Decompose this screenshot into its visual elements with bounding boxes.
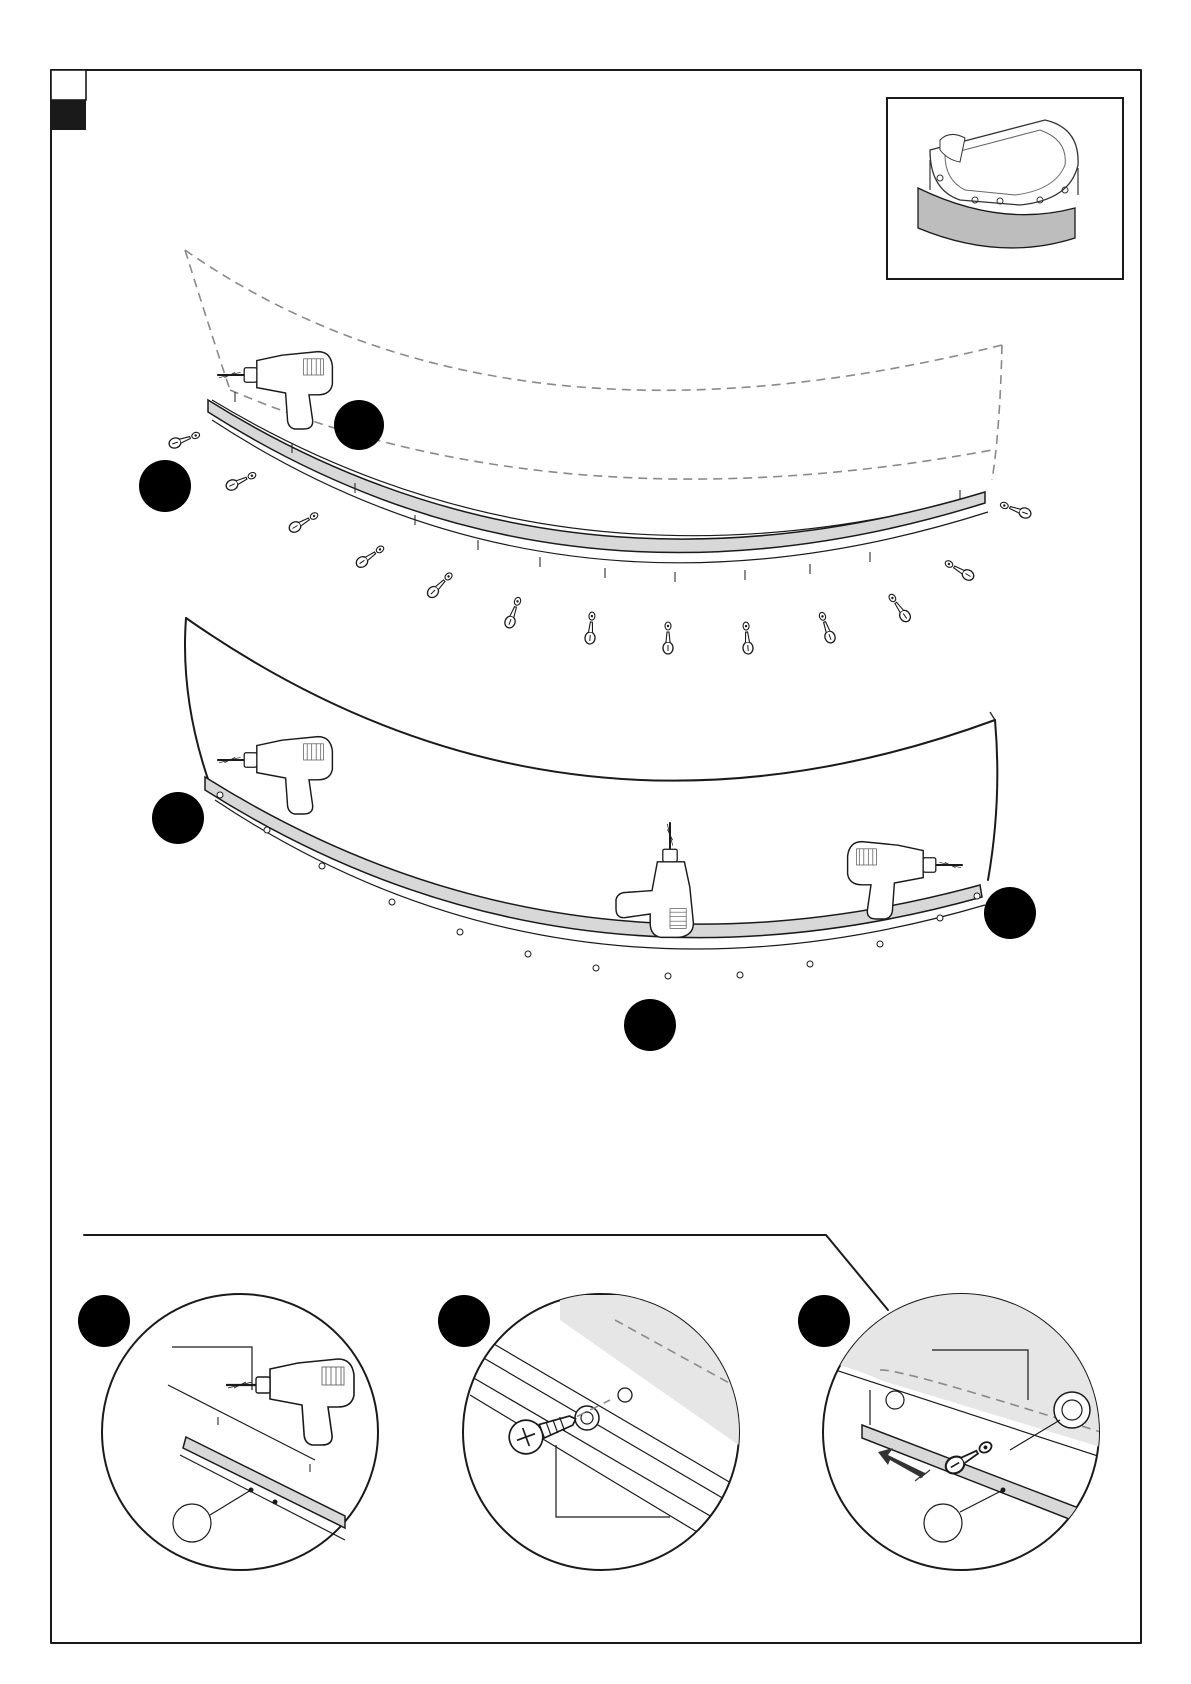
drill-icon bbox=[616, 822, 693, 937]
callout-badge bbox=[624, 999, 676, 1051]
detail-panel-1 bbox=[78, 1294, 378, 1570]
step-box-dark bbox=[51, 100, 86, 130]
assembled-view bbox=[185, 618, 997, 979]
callout-badge bbox=[152, 792, 204, 844]
callout-badge bbox=[139, 460, 191, 512]
detail-badge-3 bbox=[798, 1295, 850, 1347]
thumbnail-bathtub bbox=[887, 98, 1123, 279]
callout-badges bbox=[139, 400, 1036, 1051]
callout-badge bbox=[984, 887, 1036, 939]
exploded-view-top bbox=[168, 250, 1033, 654]
detail-badge-2 bbox=[438, 1295, 490, 1347]
detail-badge-1 bbox=[78, 1295, 130, 1347]
detail-panel-2 bbox=[438, 1294, 760, 1570]
hole-label-circle bbox=[924, 1504, 962, 1542]
hole-label-circle bbox=[173, 1504, 211, 1542]
step-box-blank bbox=[51, 70, 86, 100]
callout-badge bbox=[334, 400, 384, 450]
detail-panel-3 bbox=[798, 1290, 1110, 1570]
